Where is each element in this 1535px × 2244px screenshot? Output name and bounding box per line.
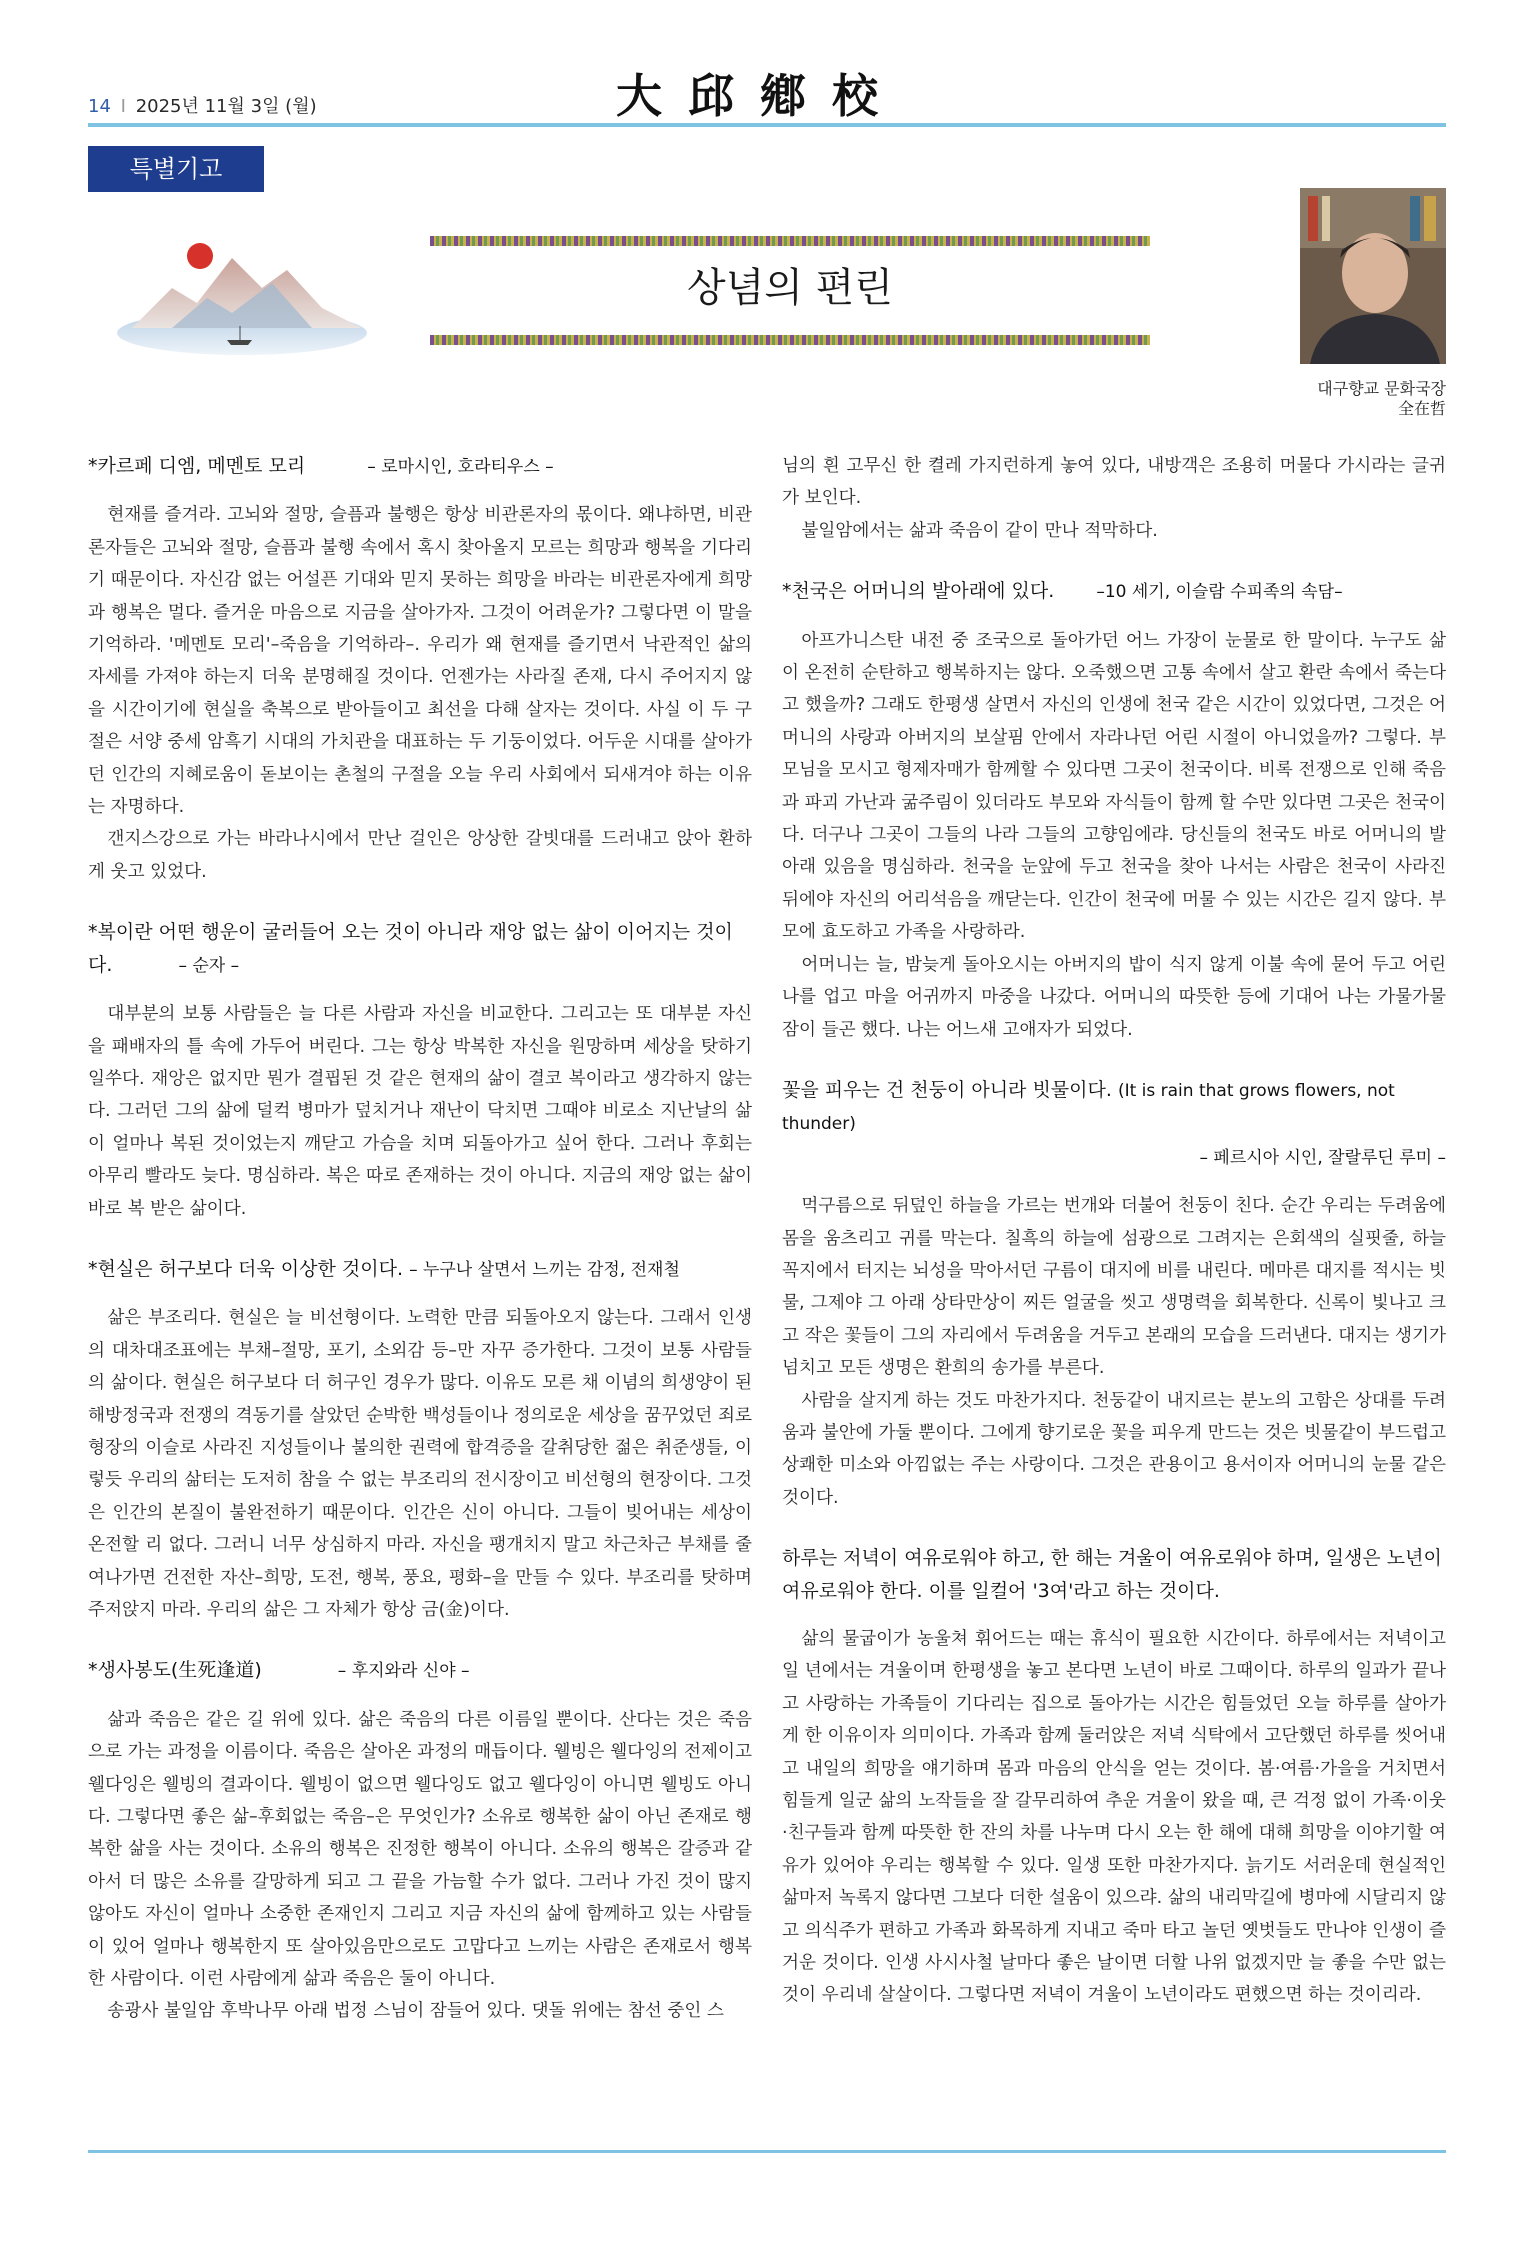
title-ornament-top	[430, 236, 1150, 246]
section-badge: 특별기고	[88, 146, 264, 192]
paragraph: 삶의 물굽이가 농울쳐 휘어드는 때는 휴식이 필요한 시간이다. 하루에서는 저녁이고 일 년에서는 겨울이며 한평생을 놓고 본다면 노년이 바로 그때이다. 하루의 일과가 끝나고 사랑하는 가족들이 기다리는 집으로 돌아가는 시간은 힘들었던 오늘 하루를 살아가게 한 이유이자 의미이다. 가족과 함께 둘러앉은 저녁 식탁에서 고단했던 하루를 씻어내고 내일의 희망을 얘기하며 몸과 마음의 안식을 얻는 것이다. 봄·여름·가을을 거치면서 힘들게 일군 삶의 노작들을 잘 갈무리하여 추운 겨울이 왔을 때, 큰 걱정 없이 가족·이웃·친구들과 함께 따뜻한 한 잔의 차를 나누며 다시 오는 한 해에 대해 희망을 이야기할 여유가 있어야 우리는 행복할 수 있다. 일생 또한 마찬가지다. 늙기도 서러운데 현실적인 삶마저 녹록지 않다면 그보다 더한 설움이 있으랴. 삶의 내리막길에 병마에 시달리지 않고 의식주가 편하고 가족과 화목하게 지내고 죽마 타고 놀던 옛벗들도 만나야 인생이 즐거운 것이다. 인생 사시사철 날마다 좋은 날이면 더할 나위 없겠지만 늘 좋을 수만 없는 것이 우리네 살살이다. 그렇다면 저녁이 겨울이 노년이라도 편했으면 하는 것이리라.	[782, 1629, 1446, 2006]
subheading-quote-english: (It is rain that grows flowers, not thunder)	[782, 1080, 1395, 1135]
subheading	[88, 916, 752, 982]
paragraph: 사람을 살지게 하는 것도 마찬가지다. 천둥같이 내지르는 분노의 고함은 상대를 두려움과 불안에 가둘 뿐이다. 그에게 향기로운 꽃을 피우게 만드는 것은 빗물같이 부드럽고 상쾌한 미소와 아낌없는 주는 사랑이다. 그것은 관용이고 용서이자 어머니의 눈물 같은 것이다.	[782, 1390, 1446, 1508]
title-ornament-bottom	[430, 335, 1150, 345]
header-rule	[88, 123, 1446, 127]
subheading-quote: *생사봉도(生死逢道)	[88, 1659, 262, 1682]
subheading-source: – 순자 –	[178, 955, 240, 976]
subheading	[88, 1253, 752, 1286]
paragraph: 아프가니스탄 내전 중 조국으로 돌아가던 어느 가장이 눈물로 한 말이다. 누구도 삶이 온전히 순탄하고 행복하지는 않다. 오죽했으면 고통 속에서 살고 환란 속에서 죽는다고 했을까? 그래도 한평생 살면서 자신의 인생에 천국 같은 시간이 있었다면, 그것은 어머니의 사랑과 아버지의 보살핌 안에서 자라나던 어린 시절이 아니었을까? 그렇다. 부모님을 모시고 형제자매가 함께할 수 있다면 그곳이 천국이다. 비록 전쟁으로 인해 죽음과 파괴 가난과 굶주림이 있더라도 부모와 자식들이 함께 할 수만 있다면 그곳은 천국이다. 더구나 그곳이 그들의 나라 그들의 고향임에랴. 당신들의 천국도 바로 어머니의 발아래 있음을 명심하라. 천국을 눈앞에 두고 천국을 찾아 나서는 사람은 천국이 사라진 뒤에야 자신의 어리석음을 깨닫는다. 인간이 천국에 머물 수 있는 시간은 길지 않다. 부모에 효도하고 가족을 사랑하라.	[782, 630, 1446, 943]
subheading-source: – 누구나 살면서 느끼는 감정, 전재철	[409, 1259, 680, 1280]
subheading-quote: *복이란 어떤 행운이 굴러들어 오는 것이 아니라 재앙 없는 삶이 이어지는 것이다.	[88, 921, 733, 976]
article-title: 상념의 편린	[687, 265, 893, 311]
page-number: 14	[88, 96, 111, 117]
subheading-source: – 페르시아 시인, 잘랄루딘 루미 –	[1199, 1147, 1446, 1168]
right-column	[782, 450, 1446, 2012]
subheading-quote: *천국은 어머니의 발아래에 있다.	[782, 580, 1055, 603]
paragraph: 먹구름으로 뒤덮인 하늘을 가르는 번개와 더불어 천둥이 친다. 순간 우리는 두려움에 몸을 움츠리고 귀를 막는다. 칠흑의 하늘에 섬광으로 그려지는 은회색의 실핏줄, 하늘 꼭지에서 터지는 뇌성을 막아서던 구름이 대지에 비를 내린다. 메마른 대지를 적시는 빗물, 그제야 그 아래 상타만상이 찌든 얼굴을 씻고 생명력을 회복한다. 신록이 빛나고 크고 작은 꽃들이 그의 자리에서 두려움을 거두고 본래의 모습을 드러낸다. 대지는 생기가 넘치고 모든 생명은 환희의 송가를 부른다.	[782, 1196, 1446, 1379]
landscape-illustration-icon	[112, 218, 377, 363]
paragraph: 삶은 부조리다. 현실은 늘 비선형이다. 노력한 만큼 되돌아오지 않는다. 그래서 인생의 대차대조표에는 부채–절망, 포기, 소외감 등–만 자꾸 증가한다. 그것이 보통 사람들의 삶이다. 현실은 허구보다 더 허구인 경우가 많다. 이유도 모른 채 이념의 희생양이 된 해방정국과 전쟁의 격동기를 살았던 순박한 백성들이나 정의로운 세상을 꿈꾸었던 죄로 형장의 이슬로 사라진 지성들이나 불의한 권력에 합격증을 갈취당한 젊은 취준생들, 이렇듯 우리의 삶터는 도저히 참을 수 없는 부조리의 전시장이고 비선형의 현장이다. 그것은 인간의 본질이 불완전하기 때문이다. 인간은 신이 아니다. 그들이 빚어내는 세상이 온전할 리 없다. 그러니 너무 상심하지 마라. 자신을 팽개치지 말고 차근차근 부채를 줄여나가면 건전한 자산–희망, 도전, 행복, 풍요, 평화–을 만들 수 있다. 부조리를 탓하며 주저앉지 마라. 우리의 삶은 그 자체가 항상 금(金)이다.	[88, 1308, 752, 1620]
footer-rule	[88, 2150, 1446, 2153]
paragraph: 대부분의 보통 사람들은 늘 다른 사람과 자신을 비교한다. 그리고는 또 대부분 자신을 패배자의 틀 속에 가두어 버린다. 그는 항상 박복한 자신을 원망하며 세상을 탓하기 일쑤다. 재앙은 없지만 뭔가 결핍된 것 같은 현재의 삶이 결코 복이라고 생각하지 않는다. 그러던 그의 삶에 덜컥 병마가 덮치거나 재난이 닥치면 그때야 비로소 지난날의 삶이 얼마나 복된 것이었는지 깨닫고 가슴을 치며 되돌아가고 싶어 한다. 그러나 후회는 아무리 빨라도 늦다. 명심하라. 복은 따로 존재하는 것이 아니다. 지금의 재앙 없는 삶이 바로 복 받은 삶이다.	[88, 1004, 752, 1219]
page-separator: I	[120, 96, 126, 117]
paragraph: 님의 흰 고무신 한 켤레 가지런하게 놓여 있다, 내방객은 조용히 머물다 가시라는 글귀가 보인다.	[782, 456, 1446, 509]
paragraph: 불일암에서는 삶과 죽음이 같이 만나 적막하다.	[801, 520, 1158, 541]
subheading-quote: *카르페 디엠, 메멘토 모리	[88, 455, 306, 477]
subheading-quote: *현실은 허구보다 더욱 이상한 것이다.	[88, 1257, 404, 1280]
subheading	[88, 1654, 752, 1687]
paragraph: 어머니는 늘, 밤늦게 돌아오시는 아버지의 밥이 식지 않게 이불 속에 묻어 두고 어린 나를 업고 마을 어귀까지 마중을 나갔다. 어머니의 따뜻한 등에 기대어 나는 가물가물 잠이 들곤 했다. 나는 어느새 고애자가 되었다.	[782, 954, 1446, 1040]
page-info	[88, 92, 317, 118]
paragraph: 현재를 즐겨라. 고뇌와 절망, 슬픔과 불행은 항상 비관론자의 몫이다. 왜냐하면, 비관론자들은 고뇌와 절망, 슬픔과 불행 속에서 혹시 찾아올지 모르는 희망과 행복을 기다리기 때문이다. 자신감 없는 어설픈 기대와 믿지 못하는 희망을 바라는 비관론자에게 희망과 행복은 멀다. 즐거운 마음으로 지금을 살아가자. 그것이 어려운가? 그렇다면 이 말을 기억하라. '메멘토 모리'–죽음을 기억하라–. 우리가 왜 현재를 즐기면서 낙관적인 삶의 자세를 가져야 하는지 더욱 분명해질 것이다. 언젠가는 사라질 존재, 다시 주어지지 않을 시간이기에 현실을 축복으로 받아들이고 최선을 다해 살자는 것이다. 사실 이 두 구절은 서양 중세 암흑기 시대의 가치관을 대표하는 두 기둥이었다. 어두운 시대를 살아가던 인간의 지혜로움이 돋보이는 촌철의 구절을 오늘 우리 사회에서 되새겨야 하는 이유는 자명하다.	[88, 505, 752, 818]
subheading-source-line	[782, 1141, 1446, 1174]
paragraph: 삶과 죽음은 같은 길 위에 있다. 삶은 죽음의 다른 이름일 뿐이다. 산다는 것은 죽음으로 가는 과정을 이름이다. 죽음은 살아온 과정의 매듭이다. 웰빙은 웰다잉의 전제이고 웰다잉은 웰빙의 결과이다. 웰빙이 없으면 웰다잉도 없고 웰다잉이 아니면 웰빙도 아니다. 그렇다면 좋은 삶–후회없는 죽음–은 무엇인가? 소유로 행복한 삶이 아닌 존재로 행복한 삶을 사는 것이다. 소유의 행복은 진정한 행복이 아니다. 소유의 행복은 갈증과 같아서 더 많은 소유를 갈망하게 되고 그 끝을 가늠할 수가 없다. 그러나 가진 것이 많지 않아도 자신이 얼마나 소중한 존재인지 그리고 지금 자신의 삶에 함께하고 있는 사람들이 있어 얼마나 행복한지 또 살아있음만으로도 고맙다고 느끼는 사람은 존재로서 행복한 사람이다. 이런 사람에게 삶과 죽음은 둘이 아니다.	[88, 1709, 752, 1990]
author-role: 대구향교 문화국장	[1317, 379, 1446, 398]
subheading	[782, 575, 1446, 608]
issue-date: 2025년 11월 3일 (월)	[135, 96, 317, 117]
author-name: 全在哲	[1397, 399, 1446, 418]
subheading	[88, 450, 752, 483]
left-column	[88, 450, 752, 2028]
newspaper-logo: 大邱鄕校	[616, 69, 904, 123]
subheading: 하루는 저녁이 여유로워야 하고, 한 해는 겨울이 여유로워야 하며, 일생은 노년이 여유로워야 한다. 이를 일컬어 '3여'라고 하는 것이다.	[782, 1547, 1442, 1602]
subheading-source: – 후지와라 신야 –	[337, 1661, 470, 1682]
paragraph: 송광사 불일암 후박나무 아래 법정 스님이 잠들어 있다. 댓돌 위에는 참선 중인 스	[107, 2001, 724, 2022]
subheading	[782, 1074, 1446, 1141]
subheading-source: –10 세기, 이슬람 수피족의 속담–	[1096, 582, 1343, 603]
paragraph: 갠지스강으로 가는 바라나시에서 만난 걸인은 앙상한 갈빗대를 드러내고 앉아 환하게 웃고 있었다.	[88, 829, 752, 882]
subheading-source: – 로마시인, 호라티우스 –	[367, 457, 554, 477]
author-photo	[1300, 188, 1446, 364]
subheading-quote: 꽃을 피우는 건 천둥이 아니라 빗물이다.	[782, 1078, 1112, 1101]
